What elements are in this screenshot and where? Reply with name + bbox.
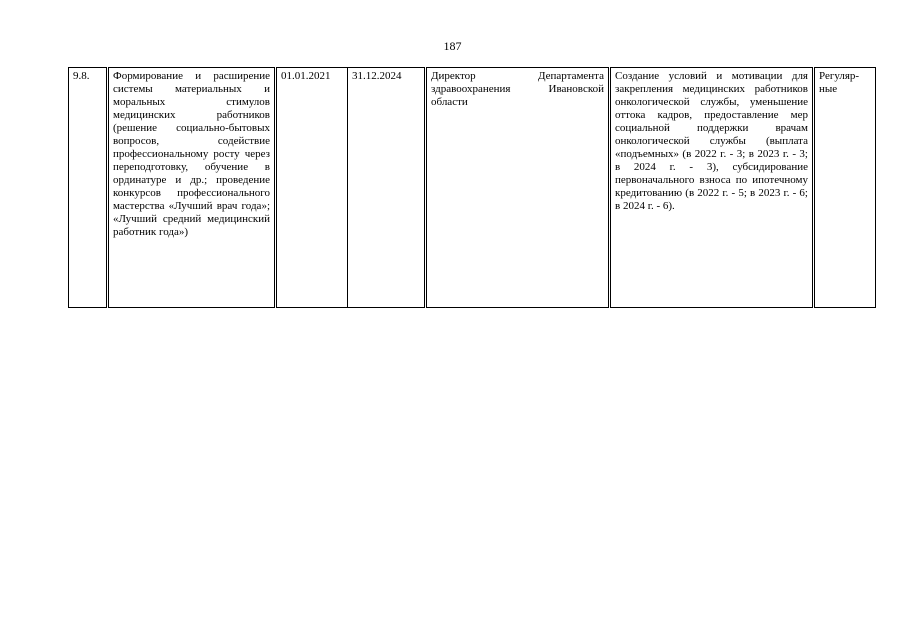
plan-table bbox=[68, 67, 876, 308]
page-number: 187 bbox=[443, 39, 462, 53]
cell-start-date: 01.01.2021 bbox=[276, 68, 348, 308]
cell-measure: Формирование и расширение системы материальных и моральных стимулов медицинских работников (решение социально-бытовых вопросов, содействие профессиональному росту через переподготовку, обучение в ординатуре и др.; проведение конкурсов профессионального мастерства «Лучший врач года»; «Лучший средний медицинский работник года») bbox=[108, 68, 276, 308]
cell-item-number: 9.8. bbox=[69, 68, 108, 308]
cell-type: Регуляр-ные bbox=[814, 68, 876, 308]
cell-end-date: 31.12.2024 bbox=[348, 68, 426, 308]
table-row bbox=[69, 68, 876, 308]
cell-responsible: Директор Департамента здравоохранения Ивановской области bbox=[426, 68, 610, 308]
cell-result: Создание условий и мотивации для закрепления медицинских работников онкологической службы, уменьшение оттока кадров, предоставление мер социальной поддержки врачам онкологической службы (выплата «подъемных» (в 2022 г. - 3; в 2023 г. - 3; в 2024 г. - 3), субсидирование первоначального взноса по ипотечному кредитованию (в 2022 г. - 5; в 2023 г. - 6; в 2024 г. - 6). bbox=[610, 68, 814, 308]
